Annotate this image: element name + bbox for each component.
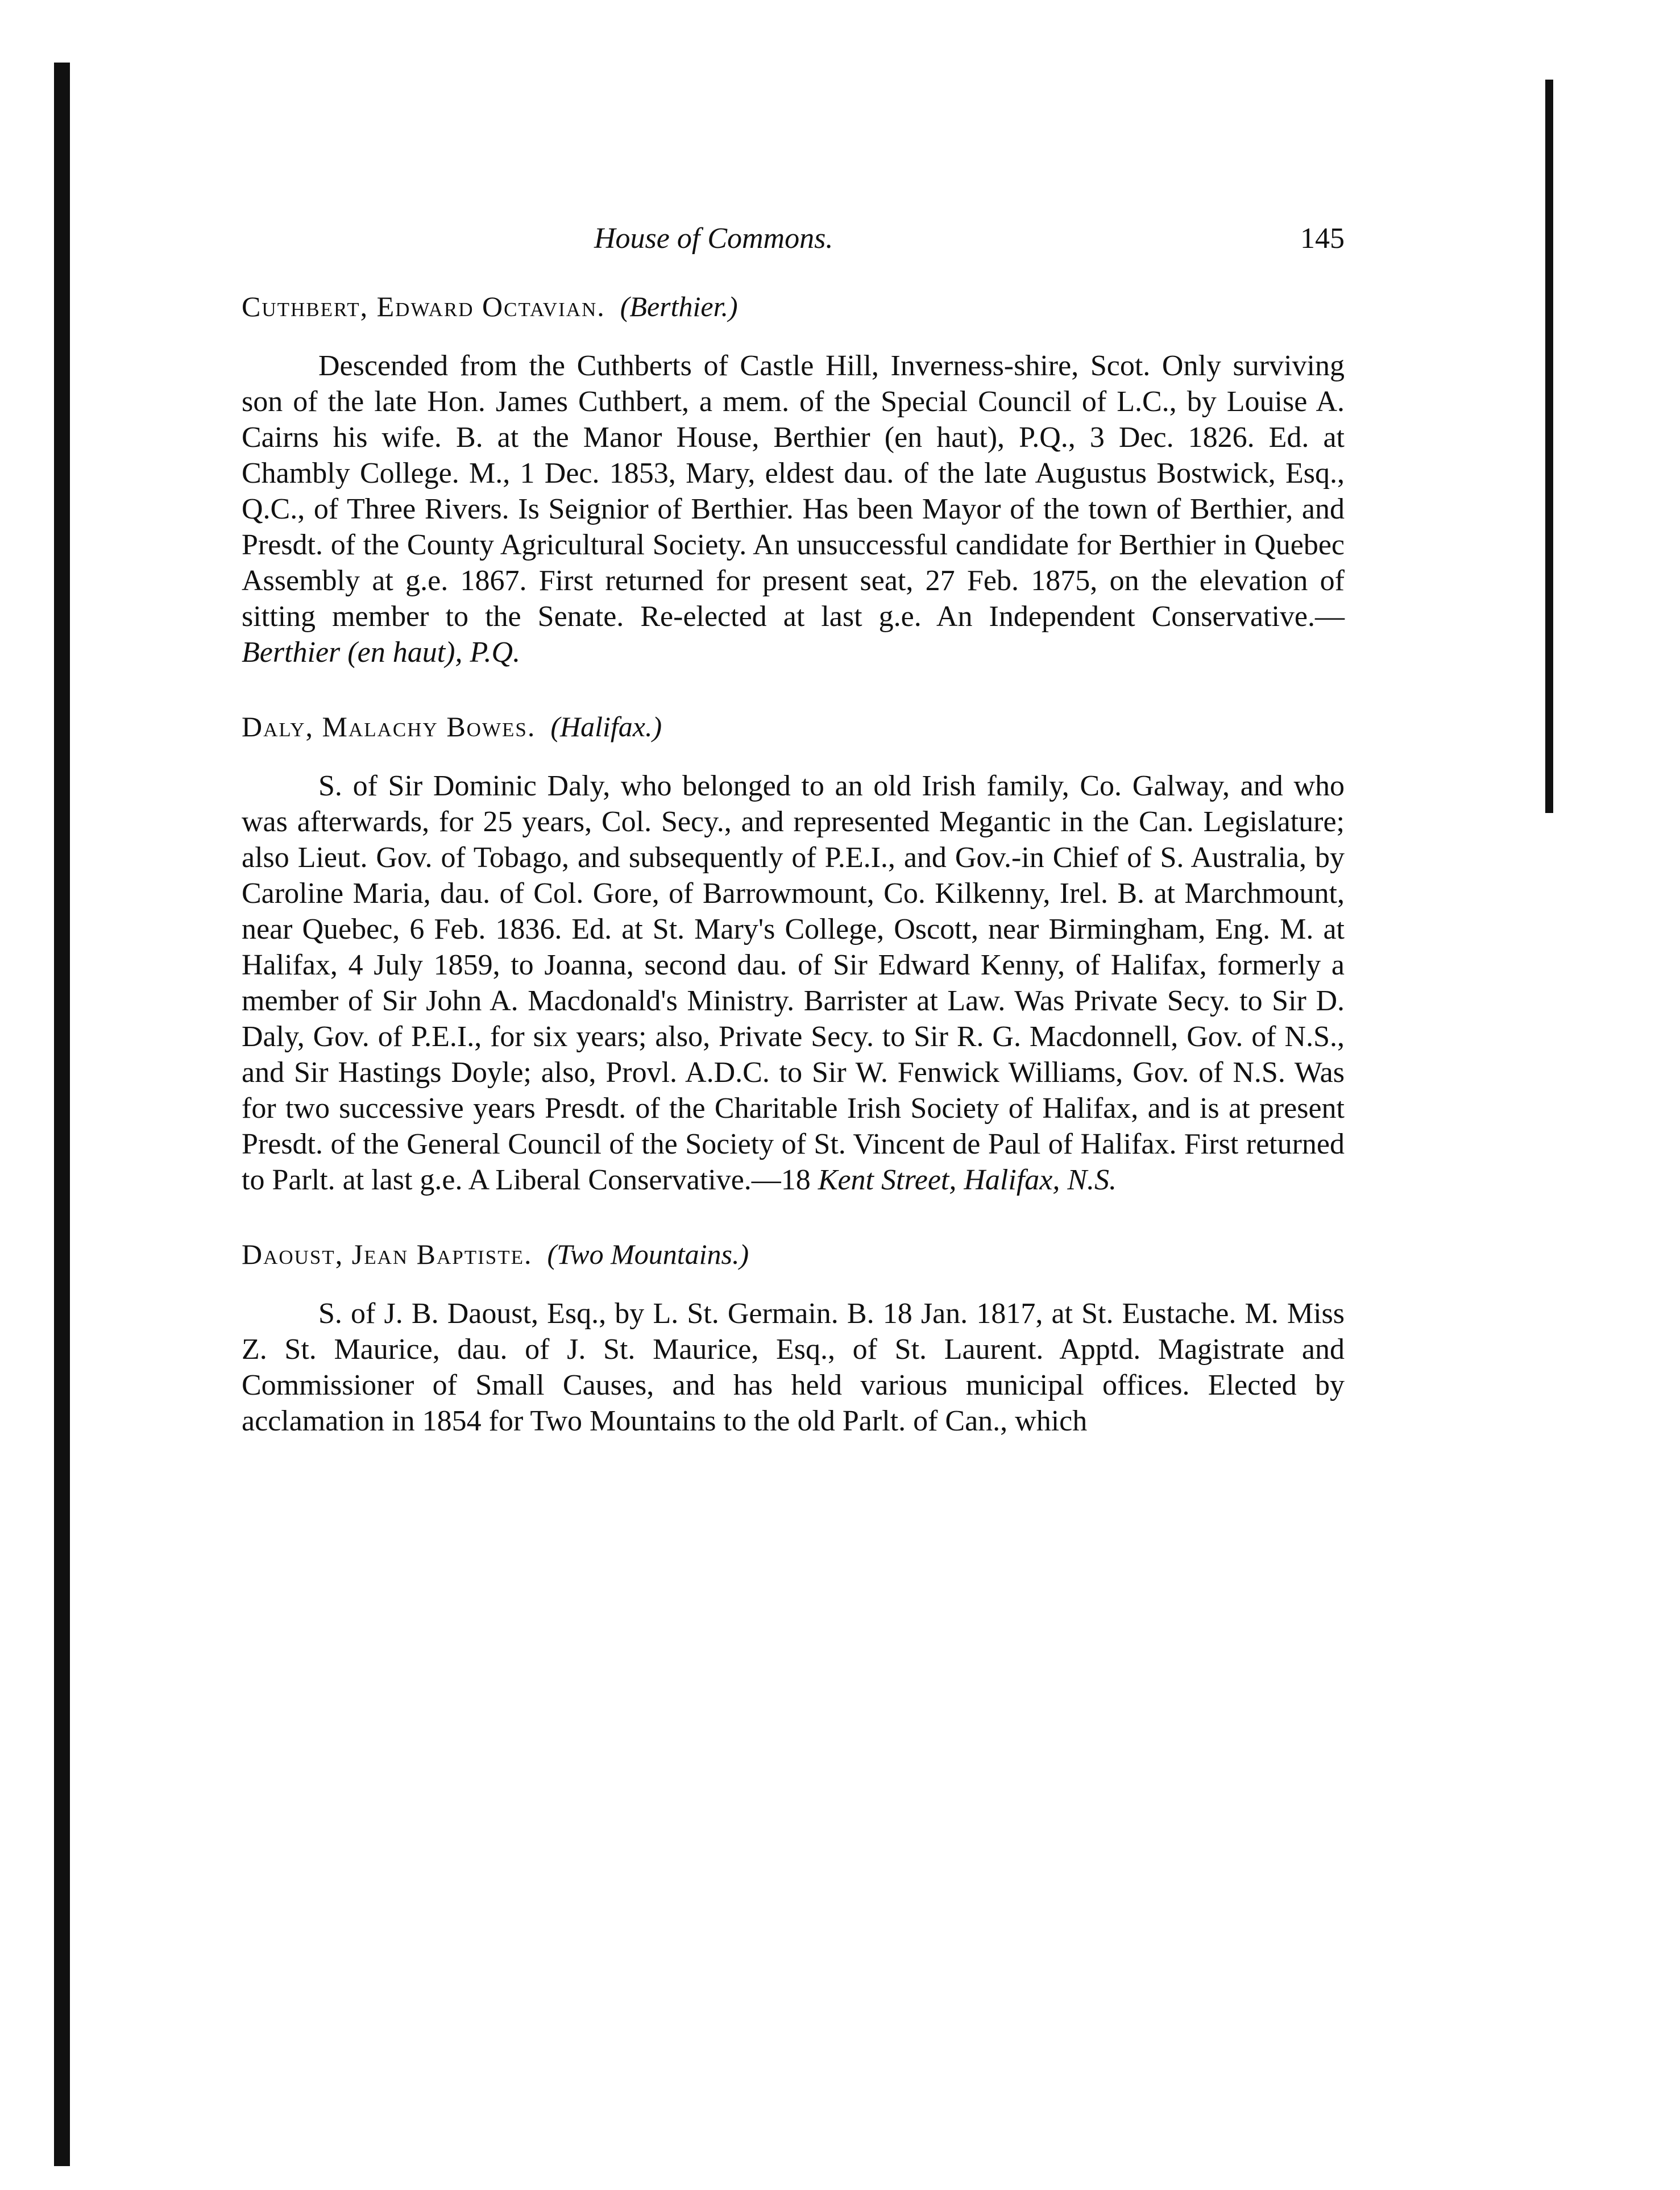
entry-text — [242, 1296, 1345, 1439]
entry-daoust — [242, 1238, 1345, 1439]
entry-constituency: (Two Mountains.) — [547, 1238, 749, 1270]
page — [242, 216, 1345, 1479]
entry-daly — [242, 710, 1345, 1198]
page-number: 145 — [1300, 222, 1345, 255]
scan-binding-shadow-right — [1545, 80, 1553, 813]
running-head — [242, 216, 1345, 267]
entry-constituency: (Berthier.) — [620, 291, 738, 322]
running-head-title: House of Commons. — [594, 222, 833, 255]
entry-constituency: (Halifax.) — [550, 711, 662, 743]
entry-name: Daly, Malachy Bowes. — [242, 711, 536, 743]
entry-biography: S. of Sir Dominic Daly, who belonged to an old Irish family, Co. Galway, and who was afterwards, for 25 years, Col. Secy., and represented Megantic in the Can. Legislature; also Lieut. Gov. of Tobago, and subsequently of P.E.I., and Gov.-in Chief of S. Australia, by Caroline Maria, dau. of Col. Gore, of Barrowmount, Co. Kilkenny, Irel. B. at Marchmount, near Quebec, 6 Feb. 1836. Ed. at St. Mary's College, Oscott, near Birmingham, Eng. M. at Halifax, 4 July 1859, to Joanna, second dau. of Sir Edward Kenny, of Halifax, formerly a member of Sir John A. Macdonald's Ministry. Barrister at Law. Was Private Secy. to Sir D. Daly, Gov. of P.E.I., for six years; also, Private Secy. to Sir R. G. Macdonnell, Gov. of N.S., and Sir Hastings Doyle; also, Provl. A.D.C. to Sir W. Fenwick Williams, Gov. of N.S. Was for two successive years Presdt. of the Charitable Irish Society of Halifax, and is at present Presdt. of the General Council of the Society of St. Vincent de Paul of Halifax. First returned to Parlt. at last g.e. A Liberal Conservative.—18 — [242, 770, 1345, 1196]
scan-binding-shadow-left — [54, 63, 70, 2166]
entry-name: Cuthbert, Edward Octavian. — [242, 291, 605, 322]
entry-cuthbert — [242, 290, 1345, 670]
entry-address: Kent Street, Halifax, N.S. — [818, 1164, 1117, 1196]
entry-text — [242, 768, 1345, 1198]
entry-heading — [242, 290, 1345, 323]
entry-biography: S. of J. B. Daoust, Esq., by L. St. Germain. B. 18 Jan. 1817, at St. Eustache. M. Miss Z. St. Maurice, dau. of J. St. Maurice, Esq., of St. Laurent. Apptd. Magistrate and Commissioner of Small Causes, and has held various municipal offices. Elected by acclamation in 1854 for Two Mountains to the old Parlt. of Can., which — [242, 1297, 1345, 1437]
entry-text — [242, 348, 1345, 670]
entry-name: Daoust, Jean Baptiste. — [242, 1238, 533, 1270]
entry-address: Berthier (en haut), P.Q. — [242, 636, 521, 669]
entry-biography: Descended from the Cuthberts of Castle Hill, Inverness-shire, Scot. Only surviving son of the late Hon. James Cuthbert, a mem. of the Special Council of L.C., by Louise A. Cairns his wife. B. at the Manor House, Berthier (en haut), P.Q., 3 Dec. 1826. Ed. at Chambly College. M., 1 Dec. 1853, Mary, eldest dau. of the late Augustus Bostwick, Esq., Q.C., of Three Rivers. Is Seignior of Berthier. Has been Mayor of the town of Berthier, and Presdt. of the County Agricultural Society. An unsuccessful candidate for Berthier in Quebec Assembly at g.e. 1867. First returned for present seat, 27 Feb. 1875, on the elevation of sitting member to the Senate. Re-elected at last g.e. An Independent Conservative.— — [242, 350, 1345, 633]
entry-heading — [242, 1238, 1345, 1271]
entry-heading — [242, 710, 1345, 743]
